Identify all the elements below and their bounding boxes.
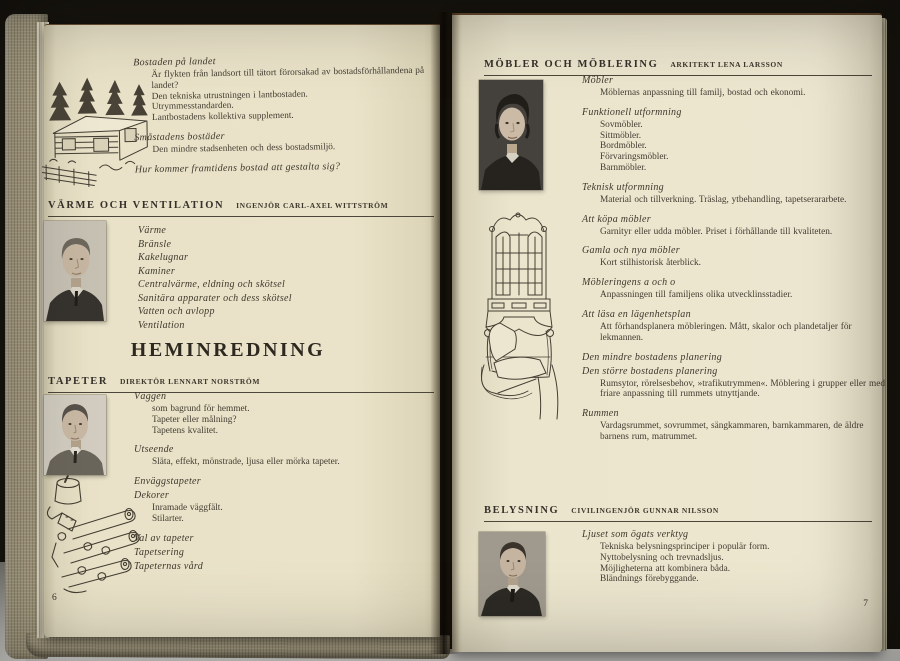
- toc-entry-line: Material och tillverkning. Träslag, ytbehandling, tapetserararbete.: [600, 194, 847, 205]
- right-page: [452, 13, 885, 652]
- toc-entry: [582, 75, 887, 99]
- toc-entry: [582, 366, 887, 401]
- toc-entry: [134, 533, 434, 545]
- toc-entry: [138, 266, 428, 278]
- toc-entry-title: Utseende: [134, 444, 174, 456]
- toc-entry-line: Tapeter eller målning?: [152, 414, 237, 425]
- toc-entry-title: Tapeternas vård: [134, 560, 204, 572]
- toc-entry-title: Gamla och nya möbler: [582, 245, 680, 257]
- toc-entry-line: Släta, effekt, mönstrade, ljusa eller mörka tapeter.: [152, 457, 340, 468]
- toc-entry-title: Bostaden på landet: [133, 56, 216, 69]
- toc-entry-title: Hur kommer framtidens bostad att gestalta sig?: [134, 160, 341, 176]
- section-title: BELYSNING: [484, 505, 560, 516]
- section-title: TAPETER: [48, 376, 109, 387]
- section-header-tapeter: [48, 371, 434, 393]
- toc-entry: [582, 352, 887, 364]
- toc-belysning-entries: [582, 529, 882, 593]
- toc-entry-title: Val av tapeter: [134, 532, 194, 544]
- toc-entry-line: Den mindre stadsenheten och dess bostadsmiljö.: [152, 142, 336, 156]
- section-header-belysning: [484, 500, 872, 522]
- toc-entry-line: Att förhandsplanera möbleringen. Mått, skalor och plandetaljer för lekmannen.: [600, 321, 852, 343]
- toc-entry-title: Småstadens bostäder: [134, 130, 225, 144]
- toc-entry: [582, 245, 887, 269]
- toc-entry: [134, 444, 434, 468]
- toc-entry-title: Kaminer: [138, 265, 176, 277]
- toc-entry-line: Garnityr eller udda möbler. Priset i förhållande till kvaliteten.: [600, 226, 833, 237]
- toc-entry-line: Bländnings förebyggande.: [600, 574, 699, 585]
- toc-intro-entries: [133, 53, 431, 178]
- toc-entry-line: Möjligheterna att kombinera båda.: [600, 563, 731, 574]
- portrait-lennart-norstrom: [44, 395, 106, 475]
- toc-entry-title: Rummen: [582, 408, 619, 420]
- toc-entry-title: Bränsle: [138, 238, 172, 250]
- toc-entry: [138, 225, 428, 237]
- toc-entry: [138, 279, 428, 291]
- toc-entry: [134, 391, 434, 436]
- toc-entry: [582, 182, 887, 206]
- toc-entry-line: Barnmöbler.: [600, 162, 647, 173]
- toc-entry-title: Dekorer: [134, 490, 170, 502]
- section-header-varme-och-ventilation: [48, 195, 434, 217]
- toc-entry-title: Tapetsering: [134, 546, 185, 558]
- toc-entry: [582, 529, 882, 585]
- toc-entry-line: Är flykten från landsort till tätort förorsakad av bostadsförhållandena på landet?: [151, 65, 425, 91]
- toc-entry: [135, 159, 431, 176]
- toc-entry-title: Värme: [138, 225, 167, 236]
- toc-entry-line: Utrymmesstandarden.: [151, 101, 234, 113]
- toc-entry-title: Enväggstapeter: [134, 476, 201, 488]
- toc-entry: [582, 107, 887, 174]
- toc-entry-line: Tekniska belysningsprinciper i populär form.: [600, 542, 770, 552]
- toc-entry: [138, 306, 428, 318]
- toc-entry-line: Sovmöbler.: [600, 119, 643, 130]
- toc-entry-title: Vatten och avlopp: [138, 306, 215, 317]
- page-number-right: 7: [863, 599, 868, 609]
- toc-entry: [138, 320, 428, 332]
- toc-entry-title: Centralvärme, eldning och skötsel: [138, 279, 286, 290]
- toc-entry: [582, 408, 887, 443]
- toc-entry-line: Rumsytor, rörelsesbehov, »trafikutrymmen«. Möblering i grupper eller med friare anpassning till rummets utnyttjande.: [600, 378, 885, 400]
- toc-entry: [138, 252, 428, 264]
- toc-entry-title: Den mindre bostadens planering: [582, 351, 723, 363]
- section-header-mobler-och-moblering: [484, 54, 872, 76]
- toc-entry-title: Ljuset som ögats verktyg: [582, 529, 689, 540]
- toc-entry-line: Anpassningen till familjens olika utvecklinsstadier.: [600, 290, 793, 301]
- toc-entry-title: Möbleringens a och o: [582, 277, 676, 289]
- toc-entry-title: Funktionell utformning: [582, 106, 682, 118]
- toc-entry: [138, 293, 428, 305]
- toc-entry: [134, 476, 434, 488]
- section-author: DIREKTÖR LENNART NORSTRÖM: [120, 377, 261, 386]
- toc-entry-line: Den tekniska utrustningen i lantbostaden.: [151, 89, 308, 102]
- left-page: [44, 24, 440, 637]
- toc-entry: [582, 309, 887, 344]
- section-title: VÄRME OCH VENTILATION: [48, 200, 225, 211]
- toc-tapeter-entries: [134, 391, 434, 575]
- toc-entry-line: Bordmöbler.: [600, 141, 647, 152]
- section-author: CIVILINGENJÖR GUNNAR NILSSON: [571, 506, 719, 515]
- toc-entry-title: Att köpa möbler: [582, 213, 651, 225]
- toc-entry-line: Möblernas anpassning till familj, bostad och ekonomi.: [600, 88, 806, 98]
- toc-entry-title: Möbler: [582, 75, 614, 86]
- toc-entry-line: Stilarter.: [152, 513, 184, 524]
- section-author: INGENJÖR CARL-AXEL WITTSTRÖM: [236, 201, 389, 210]
- part-title-heminredning: HEMINREDNING: [130, 339, 326, 361]
- page-number-left: 6: [52, 593, 57, 603]
- cabinet-and-chair-illustration: [462, 207, 577, 425]
- toc-entry-title: Ventilation: [138, 319, 185, 331]
- toc-entry-line: Vardagsrummet, sovrummet, sängkammaren, barnkammaren, de äldre barnens rum, matrummet.: [600, 421, 864, 442]
- portrait-gunnar-nilsson: [479, 532, 545, 616]
- toc-entry-title: Kakelugnar: [138, 252, 189, 263]
- toc-entry-line: Lantbostadens kollektiva supplement.: [151, 111, 294, 124]
- toc-entry: [134, 128, 430, 156]
- toc-entry-line: Nyttobelysning och trevnadsljus.: [600, 552, 724, 563]
- toc-entry-title: Väggen: [134, 391, 167, 402]
- toc-entry: [582, 277, 887, 301]
- portrait-carl-axel-wittstrom: [44, 221, 106, 321]
- section-title: MÖBLER OCH MÖBLERING: [484, 59, 659, 70]
- toc-entry-line: Kort stilhistorisk återblick.: [600, 258, 701, 269]
- toc-entry-line: Förvaringsmöbler.: [600, 152, 669, 163]
- toc-entry-title: Teknisk utformning: [582, 181, 664, 193]
- toc-entry: [134, 490, 434, 525]
- wallpaper-rolls-illustration: [38, 465, 146, 597]
- toc-entry: [134, 561, 434, 573]
- toc-entry-title: Att läsa en lägenhetsplan: [582, 308, 691, 320]
- toc-entry: [134, 547, 434, 559]
- toc-varme-entries: [138, 225, 428, 333]
- toc-entry-line: Sittmöbler.: [600, 130, 642, 141]
- toc-entry: [582, 214, 887, 238]
- toc-entry-title: Den större bostadens planering: [582, 365, 718, 377]
- toc-entry-line: som bagrund för hemmet.: [152, 404, 250, 414]
- toc-entry-line: Tapetens kvalitet.: [152, 425, 218, 436]
- toc-entry-line: Inramade väggfält.: [152, 503, 223, 514]
- toc-entry: [138, 239, 428, 251]
- toc-entry-title: Sanitära apparater och dess skötsel: [138, 292, 292, 304]
- section-author: ARKITEKT LENA LARSSON: [670, 60, 783, 69]
- toc-entry: [133, 53, 430, 125]
- toc-mobler-entries: [582, 75, 887, 451]
- portrait-lena-larsson: [479, 80, 543, 190]
